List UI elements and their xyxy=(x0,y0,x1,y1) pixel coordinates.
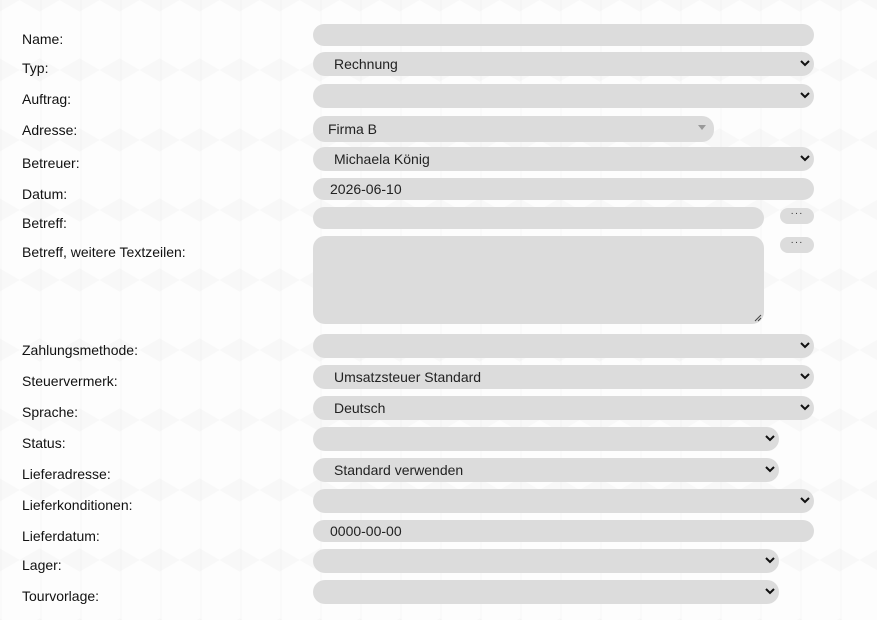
lieferdatum-input[interactable] xyxy=(313,520,814,542)
chevron-down-icon xyxy=(799,339,811,351)
sprache-select[interactable] xyxy=(313,396,814,420)
chevron-down-icon xyxy=(799,494,811,506)
chevron-down-icon xyxy=(764,554,776,566)
name-label: Name: xyxy=(22,31,64,47)
betreff-weitere-textarea[interactable] xyxy=(313,236,764,324)
adresse-combobox[interactable] xyxy=(313,116,714,142)
resize-grip-icon[interactable] xyxy=(754,314,762,322)
lieferadresse-value: Standard verwenden xyxy=(334,462,464,478)
chevron-down-icon xyxy=(799,370,811,382)
chevron-down-icon xyxy=(799,89,811,101)
steuervermerk-label: Steuervermerk: xyxy=(22,373,118,389)
lieferkonditionen-label: Lieferkonditionen: xyxy=(22,497,133,513)
adresse-value: Firma B xyxy=(328,121,377,137)
datum-label: Datum: xyxy=(22,186,68,202)
betreuer-label: Betreuer: xyxy=(22,155,80,171)
betreuer-value: Michaela König xyxy=(334,151,430,167)
lieferdatum-label: Lieferdatum: xyxy=(22,528,100,544)
lieferadresse-select[interactable] xyxy=(313,458,779,482)
steuervermerk-select[interactable] xyxy=(313,365,814,389)
chevron-down-icon xyxy=(799,57,811,69)
lieferadresse-label: Lieferadresse: xyxy=(22,466,111,482)
status-select[interactable] xyxy=(313,427,779,451)
sprache-value: Deutsch xyxy=(334,400,386,416)
typ-select[interactable] xyxy=(313,52,814,76)
tourvorlage-label: Tourvorlage: xyxy=(22,588,100,604)
typ-value: Rechnung xyxy=(334,56,398,72)
tourvorlage-select[interactable] xyxy=(313,580,779,604)
zahlungsmethode-select[interactable] xyxy=(313,334,814,358)
chevron-down-icon xyxy=(799,152,811,164)
lager-label: Lager: xyxy=(22,557,62,573)
auftrag-select[interactable] xyxy=(313,84,814,108)
status-label: Status: xyxy=(22,435,66,451)
name-input[interactable] xyxy=(313,24,814,46)
chevron-down-icon xyxy=(764,585,776,597)
betreff-weitere-label: Betreff, weitere Textzeilen: xyxy=(22,244,186,260)
steuervermerk-value: Umsatzsteuer Standard xyxy=(334,369,482,385)
adresse-label: Adresse: xyxy=(22,122,78,138)
betreuer-select[interactable] xyxy=(313,147,814,171)
typ-label: Typ: xyxy=(22,60,49,76)
betreff-more-button[interactable]: ··· xyxy=(780,208,814,224)
lieferkonditionen-select[interactable] xyxy=(313,489,814,513)
auftrag-label: Auftrag: xyxy=(22,91,72,107)
chevron-down-icon xyxy=(764,463,776,475)
datum-input[interactable] xyxy=(313,178,814,200)
datum-value: 2026-06-10 xyxy=(330,181,402,197)
caret-down-icon[interactable] xyxy=(698,125,706,130)
betreff-input[interactable] xyxy=(313,207,764,229)
chevron-down-icon xyxy=(799,401,811,413)
zahlungsmethode-label: Zahlungsmethode: xyxy=(22,342,138,358)
sprache-label: Sprache: xyxy=(22,404,79,420)
betreff-weitere-more-button[interactable]: ··· xyxy=(780,237,814,253)
betreff-label: Betreff: xyxy=(22,215,67,231)
lager-select[interactable] xyxy=(313,549,779,573)
chevron-down-icon xyxy=(764,432,776,444)
lieferdatum-value: 0000-00-00 xyxy=(330,523,402,539)
